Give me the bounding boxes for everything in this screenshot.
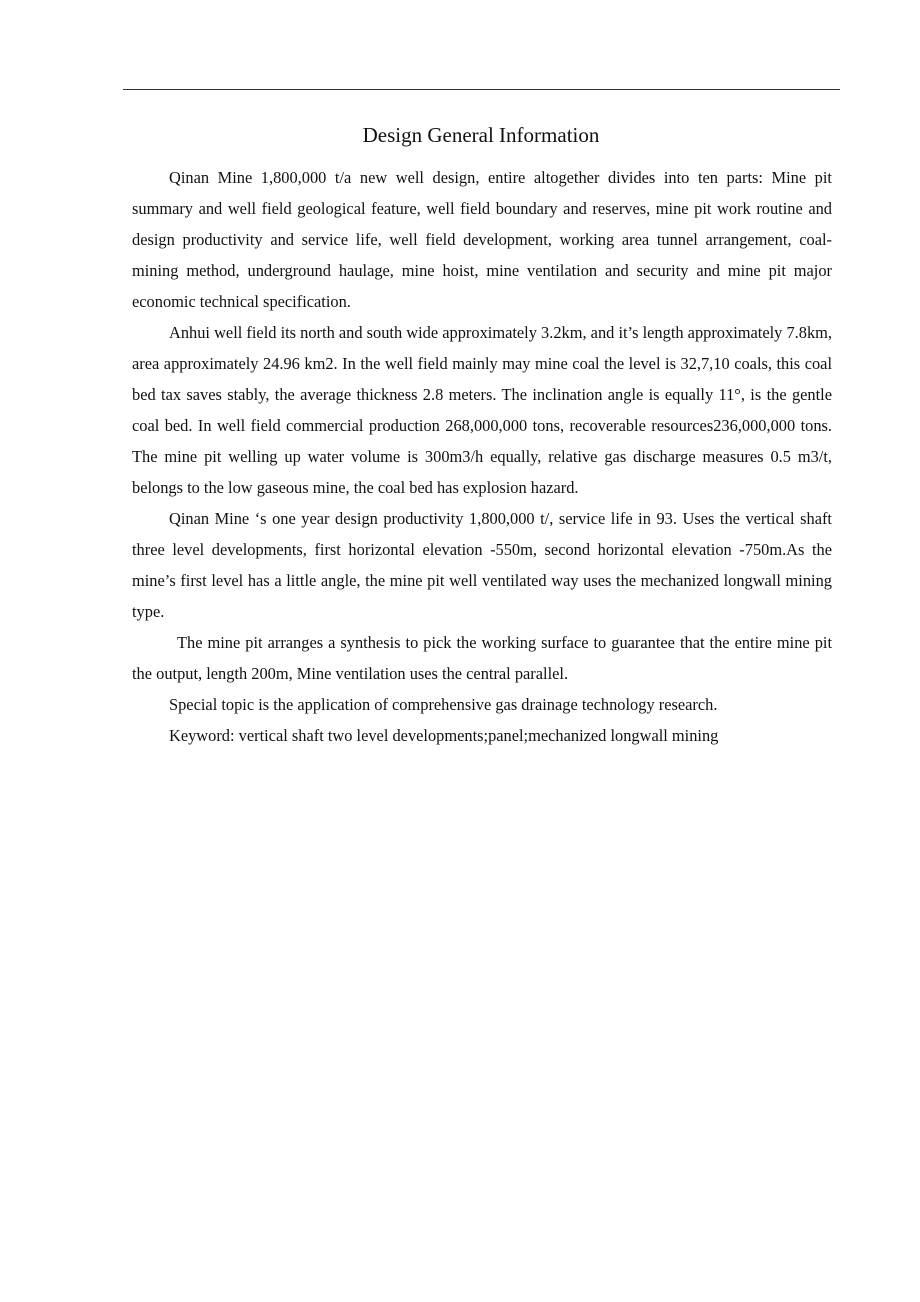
paragraph-well-field: Anhui well field its north and south wide approximately 3.2km, and it’s length approximately 7.8km, area approximately 24.96 km2. In the well field mainly may mine coal the level is 32,7,10 coals, this coal bed tax saves stably, the average thickness 2.8 meters. The inclination angle is equally 11°, is the gentle coal bed. In well field commercial production 268,000,000 tons, recoverable resources236,000,000 tons. The mine pit welling up water volume is 300m3/h equally, relative gas discharge measures 0.5 m3/t, belongs to the low gaseous mine, the coal bed has explosion hazard. (132, 323, 832, 497)
paragraph-keywords: Keyword: vertical shaft two level developments;panel;mechanized longwall mining (169, 726, 719, 745)
body-text (132, 162, 832, 751)
paragraph-special-topic: Special topic is the application of comprehensive gas drainage technology research. (169, 695, 718, 714)
paragraph-summary: Qinan Mine 1,800,000 t/a new well design, entire altogether divides into ten parts: Mine pit summary and well field geological feature, well field boundary and reserves, mine pit work routine and design productivity and service life, well field development, working area tunnel arrangement, coal-mining method, underground haulage, mine hoist, mine ventilation and security and mine pit major economic technical specification. (132, 168, 832, 311)
page-title: Design General Information (362, 123, 600, 147)
header-rule (123, 89, 840, 90)
paragraph-working-surface: The mine pit arranges a synthesis to pick the working surface to guarantee that the entire mine pit the output, length 200m, Mine ventilation uses the central parallel. (132, 633, 832, 683)
paragraph-productivity: Qinan Mine ‘s one year design productivity 1,800,000 t/, service life in 93. Uses the vertical shaft three level developments, first horizontal elevation -550m, second horizontal elevation -750m.As the mine’s first level has a little angle, the mine pit well ventilated way uses the mechanized longwall mining type. (132, 509, 832, 621)
